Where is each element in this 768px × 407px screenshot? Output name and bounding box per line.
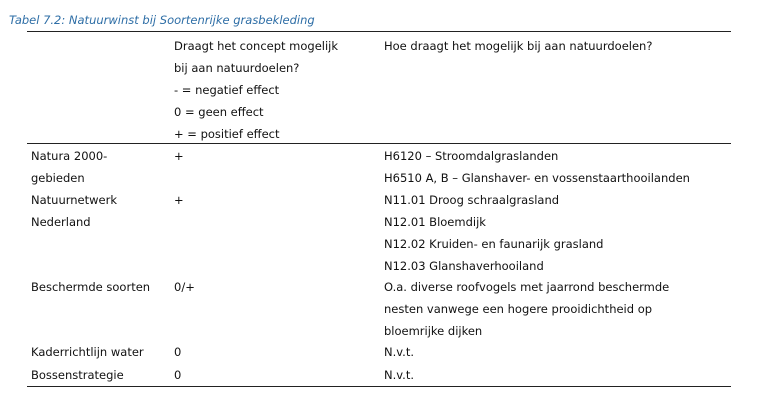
cell-line: bloemrijke dijken [384,324,483,338]
row-effect-cell [174,341,181,363]
header-bottom-rule [27,143,731,144]
header-line: Draagt het concept mogelijk [174,39,339,53]
cell-line: Nederland [31,215,91,229]
row-effect-cell [174,145,184,167]
header-line: Hoe draagt het mogelijk bij aan natuurdoelen? [384,39,653,53]
cell-line: H6120 – Stroomdalgraslanden [384,149,559,163]
cell-line: N.v.t. [384,368,414,382]
cell-line: 0 [174,368,182,382]
row-label-cell [31,341,144,363]
cell-line: O.a. diverse roofvogels met jaarrond beschermde [384,280,670,294]
row-label-cell [31,276,150,298]
cell-line: gebieden [31,171,85,185]
row-contribution-cell [384,145,690,189]
row-contribution-cell [384,189,603,277]
row-contribution-cell [384,341,414,363]
cell-line: N12.02 Kruiden- en faunarijk grasland [384,237,604,251]
row-effect-cell [174,189,184,211]
cell-line: + [174,149,184,163]
cell-line: Natuurnetwerk [31,193,118,207]
header-cell-effect [174,35,338,145]
row-label-cell [31,145,107,189]
cell-line: N12.03 Glanshaverhooiland [384,259,544,273]
cell-line: N12.01 Bloemdijk [384,215,486,229]
table-top-rule [27,31,731,32]
row-contribution-cell [384,276,669,342]
cell-line: Beschermde soorten [31,280,151,294]
header-cell-contribution [384,35,652,57]
row-effect-cell [174,276,195,298]
header-line: + = positief effect [174,127,280,141]
cell-line: + [174,193,184,207]
row-effect-cell [174,364,181,386]
cell-line: N11.01 Droog schraalgrasland [384,193,560,207]
header-line: - = negatief effect [174,83,280,97]
row-contribution-cell [384,364,414,386]
header-line: 0 = geen effect [174,105,264,119]
row-label-cell [31,364,124,386]
cell-line: Kaderrichtlijn water [31,345,144,359]
cell-line: Natura 2000- [31,149,108,163]
cell-line: H6510 A, B – Glanshaver- en vossenstaarthooilanden [384,171,690,185]
cell-line: Bossenstrategie [31,368,124,382]
row-label-cell [31,189,117,233]
table-caption: Tabel 7.2: Natuurwinst bij Soortenrijke grasbekleding [9,13,315,27]
cell-line: N.v.t. [384,345,414,359]
header-line: bij aan natuurdoelen? [174,61,300,75]
table-bottom-rule [27,386,731,387]
cell-line: nesten vanwege een hogere prooidichtheid op [384,302,653,316]
cell-line: 0/+ [174,280,195,294]
cell-line: 0 [174,345,182,359]
